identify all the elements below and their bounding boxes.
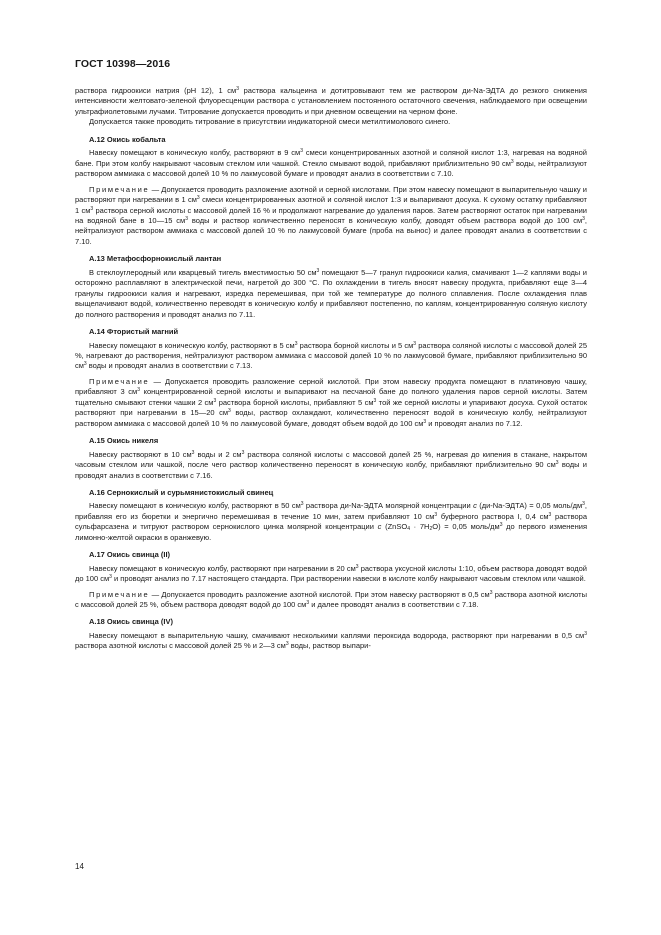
- note-label: Примечание: [89, 376, 150, 386]
- intro-paragraph-2: Допускается также проводить титрование в присутствии индикаторной смеси метилтимолового синего.: [89, 117, 451, 127]
- section-a12-title: А.12 Окись кобальта: [89, 134, 166, 144]
- document-body: [75, 86, 587, 652]
- section-a13-text: В стеклоуглеродный или кварцевый тигель вместимостью 50 $см^3$ помещают 5—7 гранул гидроокиси калия, смачивают 1—2 каплями воды и осторожно расплавляют в электрической печи, нагретой до 300 °С. По охлаждении в тигель вносят навеску продукта, прибавляют еще 3—4 гранулы гидроокиси калия и нагревают, изредка перемешивая, при той же температуре до полного сплавления. После охлаждения плав выщелачивают водой, количественно переводят в коническую колбу и прибавляют постепенно, по каплям, концентрированную соляную кислоту до полного растворения и проводят анализ по 7.11.: [75, 267, 587, 319]
- subscript: 4: [407, 526, 410, 533]
- note-text: — Допускается проводить разложение азотной и серной кислотами. При этом навеску помещают в выпарительную чашку и растворяют при нагревании в 1 $см^3$ смеси концентрированных азотной и соляной кислот 1:3 и выпаривают досуха. К сухому остатку прибавляют 1 $см^3$ раствора серной кислоты с массовой долей 16 % и продолжают нагревание до удаления паров. Затем растворяют остаток при нагревании на водяной бане в 10—15 $см^3$ воды и раствор количественно переносят в коническую колбу, доводят объем раствора водой до 100 $см^3$, нейтрализуют раствором аммиака с массовой долей 10 % по лакмусовой бумаге (проба на вынос) и далее проводят анализ в соответствии с 7.10.: [75, 184, 587, 246]
- section-a14-title: А.14 Фтористый магний: [89, 327, 179, 337]
- note-label: Примечание: [89, 589, 150, 599]
- document-header: ГОСТ 10398—2016: [75, 58, 171, 70]
- section-a18-text: Навеску помещают в выпарительную чашку, смачивают несколькими каплями пероксида водорода, растворяют при нагревании в 0,5 $см^3$ раствора азотной кислоты с массовой долей 25 % и 2—3 $см^3$ воды, раствор выпари-: [75, 630, 587, 651]
- section-a14-note: [75, 377, 587, 429]
- section-a13-title: А.13 Метафосфорнокислый лантан: [89, 254, 222, 264]
- text-run: (ди-Na-ЭДТА) = 0,05 моль/$дм^3$, прибавляя его из бюретки и энергично перемешивая в течение 10 мин, затем прибавляют 10 $см^3$ буферного раствора I, 0,4 $см^3$ раствора сульфарсазена и титруют раствором сернокислого цинка молярной концентрации: [75, 501, 588, 532]
- text-run: (ZnSO: [381, 522, 408, 532]
- page-number: 14: [75, 862, 84, 871]
- text-run: · 7H: [409, 522, 430, 532]
- section-a17-note: [75, 590, 587, 611]
- section-a16-title: А.16 Сернокислый и сурьмянистокислый свинец: [89, 487, 274, 497]
- section-a15-text: Навеску растворяют в 10 $см^3$ воды и 2 $см^3$ раствора соляной кислоты с массовой долей 25 %, нагревая до кипения в стакане, накрытом часовым стеклом или чашкой, после чего раствор количественно переносят в коническую колбу, прибавляют приблизительно 90 $см^3$ воды и проводят анализ в соответствии с 7.16.: [75, 449, 587, 480]
- section-a17-title: А.17 Окись свинца (II): [89, 550, 171, 560]
- note-text: — Допускается проводить разложение серной кислотой. При этом навеску продукта помещают в платиновую чашку, прибавляют 3 $см^3$ концентрированной серной кислоты и выпаривают на песчаной бане до полного удаления паров серной кислоты. Затем тщательно смывают стенки чашки 2 $см^3$ раствора борной кислоты, прибавляют 5 $см^3$ той же серной кислоты и упаривают досуха. Сухой остаток растворяют при нагревании в 15—20 $см^3$ воды, раствор охлаждают, количественно переносят водой в коническую колбу, нейтрализуют раствором аммиака с массовой долей 10 % по лакмусовой бумаге, доводят объем водой до 100 $см^3$ и проводят анализ по 7.12.: [75, 376, 587, 428]
- formula-variable: с: [473, 501, 477, 511]
- intro-paragraph: раствора гидроокиси натрия (рН 12), 1 $см^3$ раствора кальцеина и дотитровывают тем же раствором ди-Na-ЭДТА до резкого снижения интенсивности желтовато-зеленой флуоресценции раствора с установлением постоянного остаточного свечения, наблюдаемого при освещении ультрафиолетовыми лучами. Титрование допускается проводить и при дневном освещении на черном фоне.: [75, 86, 587, 116]
- section-a14-text: Навеску помещают в коническую колбу, растворяют в 5 $см^3$ раствора борной кислоты и 5 $см^3$ раствора соляной кислоты с массовой долей 25 %, нагревают до растворения, нейтрализуют раствором аммиака с массовой долей 10 % по лакмусовой бумаге, прибавляют приблизительно 90 $см^3$ воды и проводят анализ в соответствии с 7.13.: [75, 340, 587, 371]
- note-text: — Допускается проводить разложение азотной кислотой. При этом навеску растворяют в 0,5 $см^3$ раствора азотной кислоты с массовой долей 25 %, объем раствора доводят водой до 100 $см^3$ и далее проводят анализ в соответствии с 7.18.: [75, 589, 588, 610]
- formula-variable: с: [377, 522, 382, 532]
- section-a12-note: [75, 185, 587, 248]
- subscript: 2: [429, 526, 433, 533]
- section-a18-title: А.18 Окись свинца (IV): [89, 617, 173, 627]
- text-run: O) = 0,05 моль/$дм^3$ до первого изменения лимонно-желтой окраски в оранжевую.: [75, 522, 588, 542]
- note-label: Примечание: [89, 184, 150, 194]
- section-a15-title: А.15 Окись никеля: [89, 436, 159, 446]
- section-a16-text: [75, 501, 587, 543]
- section-a12-text: Навеску помещают в коническую колбу, растворяют в 9 $см^3$ смеси концентрированных азотной и соляной кислот 1:3, нагревая на водяной бане. При этом колбу накрывают часовым стеклом или чашкой. Стекло смывают водой, прибавляют приблизительно 90 $см^3$ воды, нейтрализуют раствором аммиака с массовой долей 10 % по лакмусовой бумаге и проводят анализ в соответствии с 7.10.: [75, 148, 587, 179]
- section-a17-text: Навеску помещают в коническую колбу, растворяют при нагревании в 20 $см^3$ раствора уксусной кислоты 1:10, объем раствора доводят водой до 100 $см^3$ и проводят анализ по 7.17 настоящего стандарта. При растворении навески в кислоте колбу накрывают часовым стеклом или чашкой.: [75, 563, 587, 584]
- text-run: Навеску помещают в коническую колбу, растворяют в 50 $см^3$ раствора ди-Na-ЭДТА молярной концентрации: [89, 501, 474, 511]
